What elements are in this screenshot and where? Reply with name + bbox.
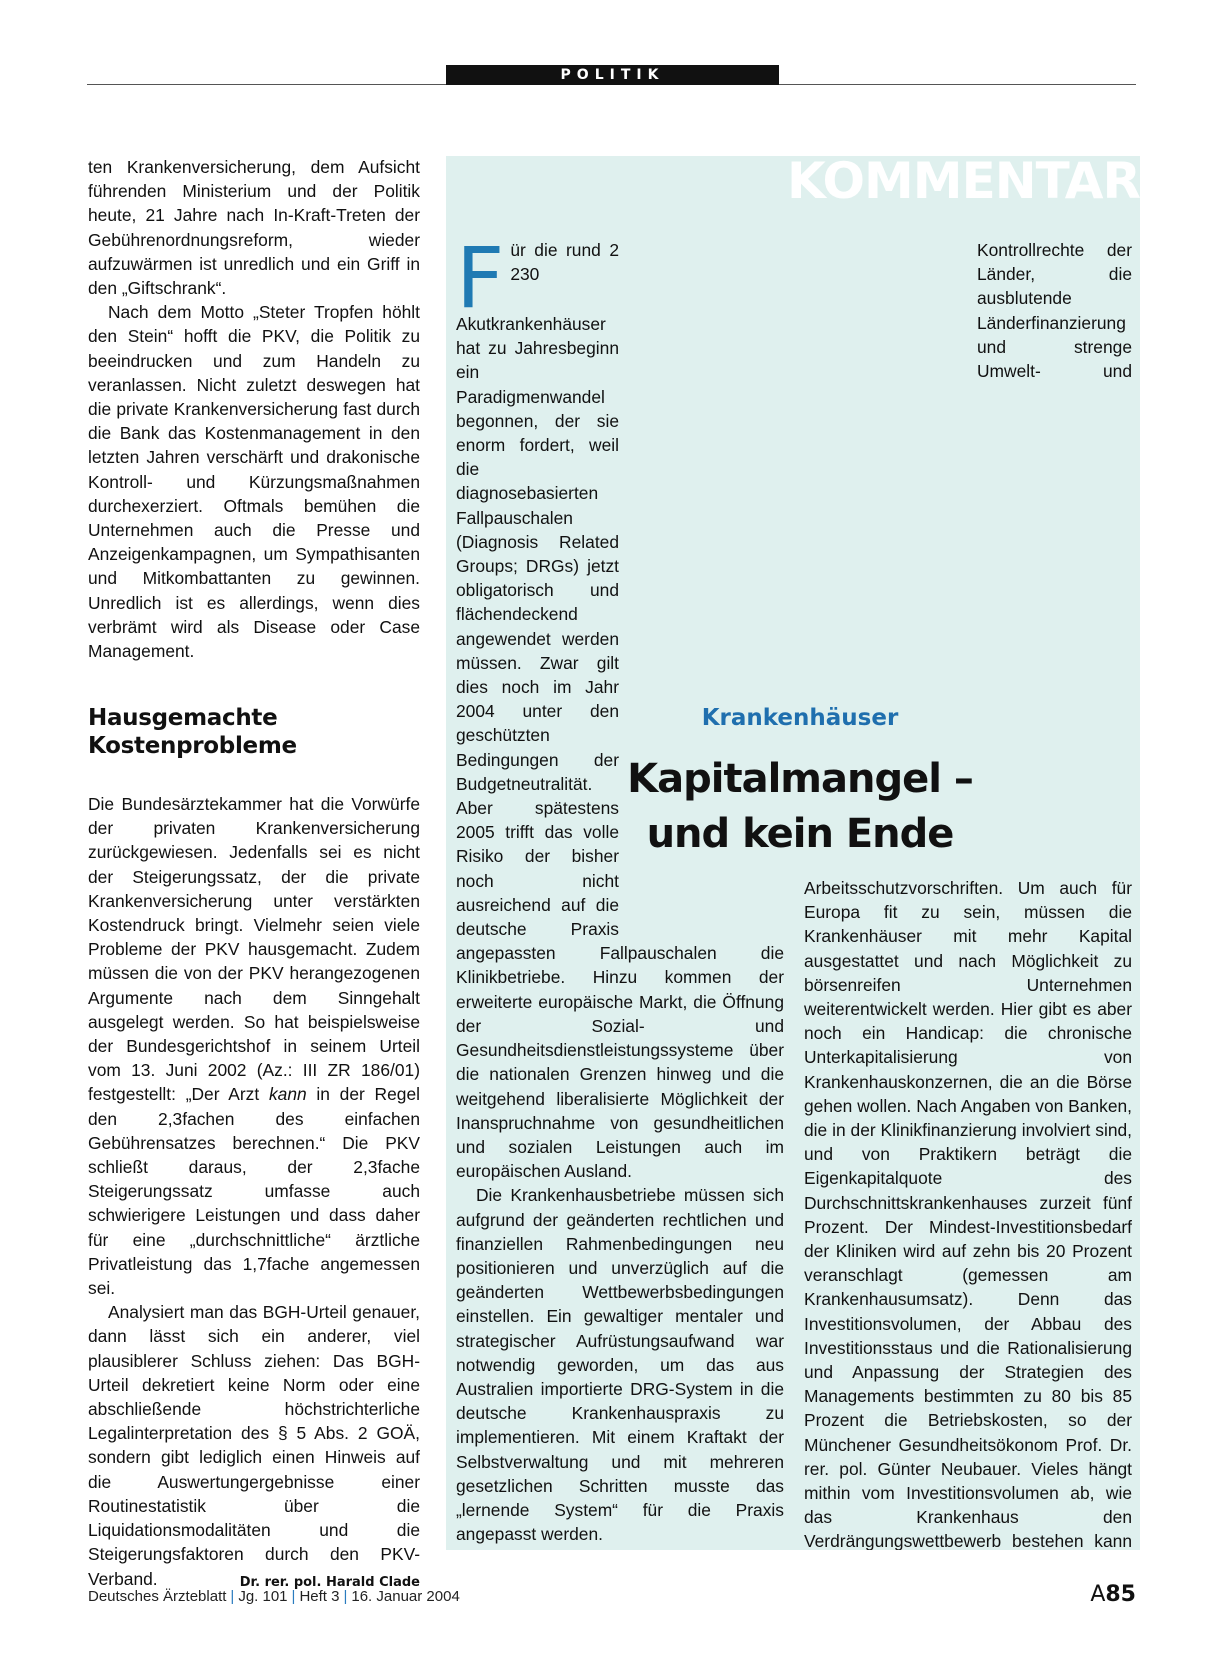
box-right-column [804, 238, 1132, 1550]
left-subheading: Hausgemachte Kostenprobleme [88, 705, 297, 759]
left-paragraph-1: ten Krankenversicherung, dem Aufsicht führenden Ministerium und der Politik heute, 21 Jahre nach In-Kraft-Treten der Gebührenordnungsreform, wieder aufzuwärmen ist unredlich und ein Griff in den „Giftschrank“. [88, 157, 420, 299]
box-paragraph-1-text: ür die rund 2 230 Akutkrankenhäuser hat zu Jahresbeginn ein Paradigmenwandel begonnen, der sie enorm fordert, weil die diagnosebasierten Fallpauschalen (Diagnosis Related Groups; DRGs) jetzt obligatorisch und flächendeckend angewendet werden müssen. Zwar gilt dies noch im Jahr 2004 unter den geschützten Bedingungen der Budgetneutralität. Aber spätestens 2005 trifft das volle Risiko der bisher noch nicht ausreichend auf die deutsche Praxis angepassten Fallpauschalen die Klinikbetriebe. Hinzu kommen der erweiterte europäische Markt, die Öffnung der Sozial- und Gesundheitsdienstleistungssysteme über die nationalen Grenzen hinweg und die weitgehend liberalisierte Möglichkeit der Inanspruchnahme von gesundheitlichen und sozialen Leistungen auch im europäischen Ausland. [456, 240, 784, 1182]
headline [620, 752, 980, 862]
left-paragraph-3-emphasis: kann [268, 1084, 307, 1105]
journal-date: 16. Januar 2004 [351, 1588, 460, 1605]
box-paragraph-3 [456, 1546, 784, 1550]
left-byline: Dr. rer. pol. Harald Clade [239, 1574, 420, 1590]
commentary-label: KOMMENTAR [787, 156, 1140, 210]
footer-separator: | [230, 1588, 235, 1605]
box-paragraph-4 [804, 238, 1132, 1550]
left-column-bottom [88, 792, 420, 1595]
journal-name: Deutsches Ärzteblatt [88, 1588, 227, 1605]
page-number [1090, 1582, 1136, 1607]
left-paragraph-3 [88, 792, 420, 1300]
box-paragraph-4-text: Kontrollrechte der Länder, die ausblutende Länderfinanzierung und strenge Umwelt- und Arbeitsschutzvorschriften. Um auch für Europa fit zu sein, müssen die Krankenhäuser mit mehr Kapital ausgestattet und nach Möglichkeit zu börsenreifen Unternehmen weiterentwickelt werden. Hier gibt es aber noch ein Handicap: die chronische Unterkapitalisierung von Krankenhauskonzernen, die an die Börse gehen wollen. Nach Angaben von Banken, die in der Klinikfinanzierung involviert sind, und von Praktikern beträgt die Eigenkapitalquote des Durchschnittskrankenhauses zurzeit fünf Prozent. Der Mindest-Investitionsbedarf der Kliniken wird auf zehn bis 20 Prozent veranschlagt (gemessen am Krankenhausumsatz). Denn das Investitionsvolumen, der Abbau des Investitionsstaus und die Rationalisierung und Anpassung der Strategien des Managements bestimmten zu 80 bis 85 Prozent die Betriebskosten, so der Münchener Gesundheitsökonom Prof. Dr. rer. pol. Günter Neubauer. Vieles hängt mithin vom Investitionsvolumen ab, wie das Krankenhaus den Verdrängungswettbewerb bestehen kann [804, 240, 1132, 1550]
footer-separator: | [291, 1588, 296, 1605]
drop-cap: F [456, 229, 505, 327]
section-rubric: POLITIK [446, 65, 779, 85]
left-paragraph-4-text: Analysiert man das BGH-Urteil genauer, dann lässt sich ein anderer, viel plausiblerer Schluss ziehen: Das BGH-Urteil dekretiert keine Norm oder eine abschließende höchstrichterliche Legalinterpretation des § 5 Abs. 2 GOÄ, sondern gibt lediglich einen Hinweis auf die Auswertungergebnisse einer Routinestatistik über die Liquidationsmodalitäten und die Steigerungsfaktoren durch den PKV-Verband. [88, 1302, 420, 1589]
left-paragraph-4 [88, 1300, 420, 1590]
page-number-value: 85 [1105, 1582, 1136, 1607]
headline-line-2: und kein Ende [646, 811, 954, 857]
box-middle-column [456, 229, 784, 1550]
left-column-top [88, 155, 420, 663]
left-paragraph-3-b: in der Regel den 2,3fachen des einfachen Gebührensatzes berechnen.“ Die PKV schließt daraus, der 2,3fache Steigerungssatz umfasse auch schwierigere Leistungen und dass daher für eine „durchschnittliche“ ärztliche Privatleistung das 1,7fache angemessen sei. [88, 1084, 420, 1299]
page-footer [88, 1588, 460, 1605]
footer-separator: | [343, 1588, 348, 1605]
journal-issue: Heft 3 [299, 1588, 340, 1605]
box-paragraph-2: Die Krankenhausbetriebe müssen sich aufgrund der geänderten rechtlichen und finanziellen Rahmenbedingungen neu positionieren und unverzüglich auf die geänderten Wettbewerbsbedingungen einstellen. Ein gewaltiger mentaler und strategischer Aufrüstungsaufwand war notwendig geworden, um das aus Australien importierte DRG-System in die deutsche Krankenhauspraxis zu implementieren. Mit einem Kraftakt der Selbstverwaltung und mit mehreren gesetzlichen Schritten musste das „lernende System“ für die Praxis angepasst werden. [456, 1185, 784, 1545]
headline-kicker: Krankenhäuser [701, 705, 899, 731]
journal-volume: Jg. 101 [238, 1588, 288, 1605]
commentary-box [446, 156, 1140, 1550]
left-paragraph-3-a: Die Bundesärztekammer hat die Vorwürfe der privaten Krankenversicherung zurückgewiesen. Jedenfalls sei es nicht der Steigerungssatz, der die private Krankenversicherung unter verstärkten Kostendruck bringt. Vielmehr seien viele Probleme der PKV hausgemacht. Zudem müssen die von der PKV herangezogenen Argumente nach dem Sinngehalt ausgelegt werden. So hat beispielsweise der Bundesgerichtshof in seinem Urteil vom 13. Juni 2002 (Az.: III ZR 186/01) festgestellt: „Der Arzt [88, 794, 420, 1105]
left-paragraph-2: Nach dem Motto „Steter Tropfen höhlt den Stein“ hofft die PKV, die Politik zu beeindrucken und zum Handeln zu veranlassen. Nicht zuletzt deswegen hat die private Krankenversicherung fast durch die Bank das Kostenmanagement in den letzten Jahren verschärft und drakonische Kontroll- und Kürzungsmaßnahmen durchexerziert. Oftmals bemühen die Unternehmen auch die Presse und Anzeigenkampagnen, um Sympathisanten und Mitkombattanten zu gewinnen. Unredlich ist es allerdings, wenn dies verbrämt wird als Disease oder Case Management. [88, 302, 420, 662]
page-prefix: A [1090, 1582, 1106, 1607]
headline-line-1: Kapitalmangel – [627, 756, 973, 802]
